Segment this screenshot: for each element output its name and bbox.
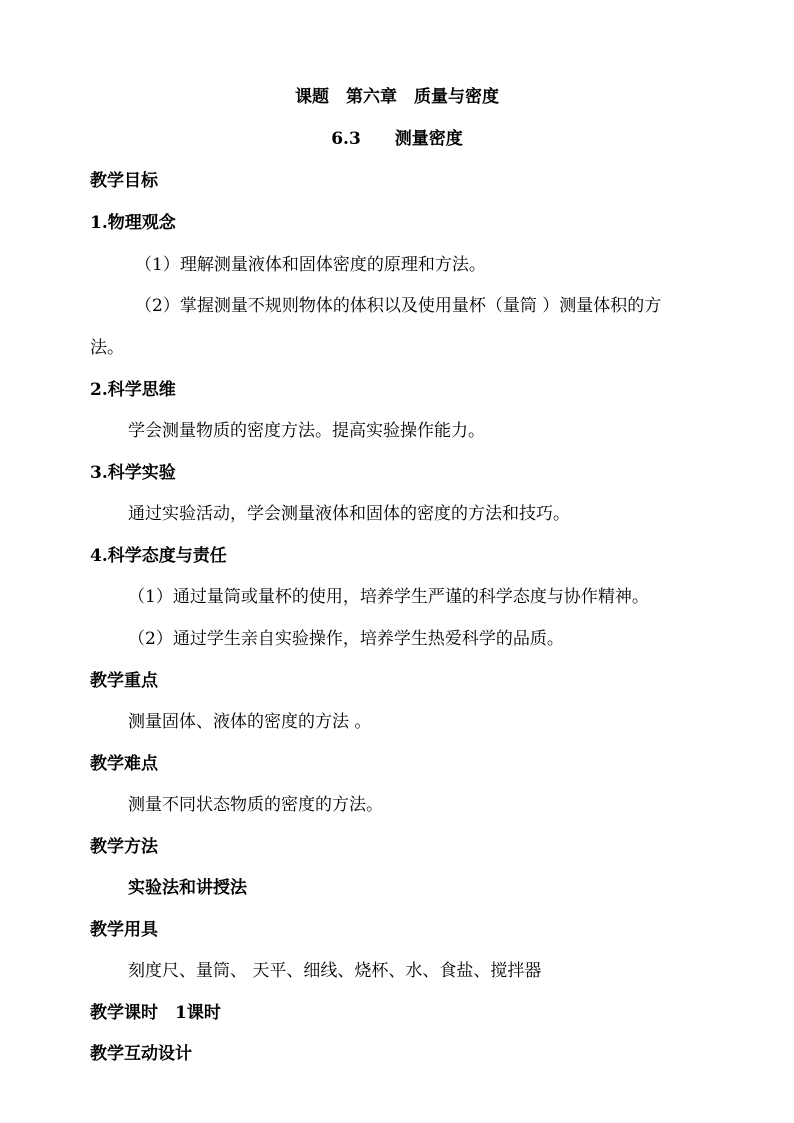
section-2-heading: 2.科学思维 [90,380,176,400]
method-text: 实验法和讲授法 [128,878,247,898]
section-2-text: 学会测量物质的密度方法。提高实验操作能力。 [128,421,485,441]
difficulties-heading: 教学难点 [90,754,158,774]
key-points-text: 测量固体、液体的密度的方法 。 [128,712,372,732]
tools-text: 刻度尺、量筒、 天平、细线、烧杯、水、食盐、搅拌器 [128,961,542,981]
key-points-heading: 教学重点 [90,671,158,691]
section-3-text: 通过实验活动，学会测量液体和固体的密度的方法和技巧。 [128,504,570,524]
section-4-item-1: （1）通过量筒或量杯的使用，培养学生严谨的科学态度与协作精神。 [128,587,649,607]
document-subtitle: 6.3 测量密度 [331,129,463,149]
class-hours: 教学课时 1课时 [90,1003,221,1023]
section-4-item-2: （2）通过学生亲自实验操作，培养学生热爱科学的品质。 [128,629,564,649]
section-1-item-2-line-2: 法。 [90,338,124,358]
section-3-heading: 3.科学实验 [90,463,176,483]
document-title: 课题 第六章 质量与密度 [295,87,499,107]
section-1-item-2-line-1: （2）掌握测量不规则物体的体积以及使用量杯（量筒 ）测量体积的方 [135,296,662,316]
difficulties-text: 测量不同状态物质的密度的方法。 [128,795,383,815]
goals-heading: 教学目标 [90,171,158,191]
method-heading: 教学方法 [90,837,158,857]
section-1-item-1: （1）理解测量液体和固体密度的原理和方法。 [135,255,486,275]
tools-heading: 教学用具 [90,920,158,940]
interaction-design-heading: 教学互动设计 [90,1044,192,1064]
section-1-heading: 1.物理观念 [90,213,176,233]
section-4-heading: 4.科学态度与责任 [90,546,227,566]
